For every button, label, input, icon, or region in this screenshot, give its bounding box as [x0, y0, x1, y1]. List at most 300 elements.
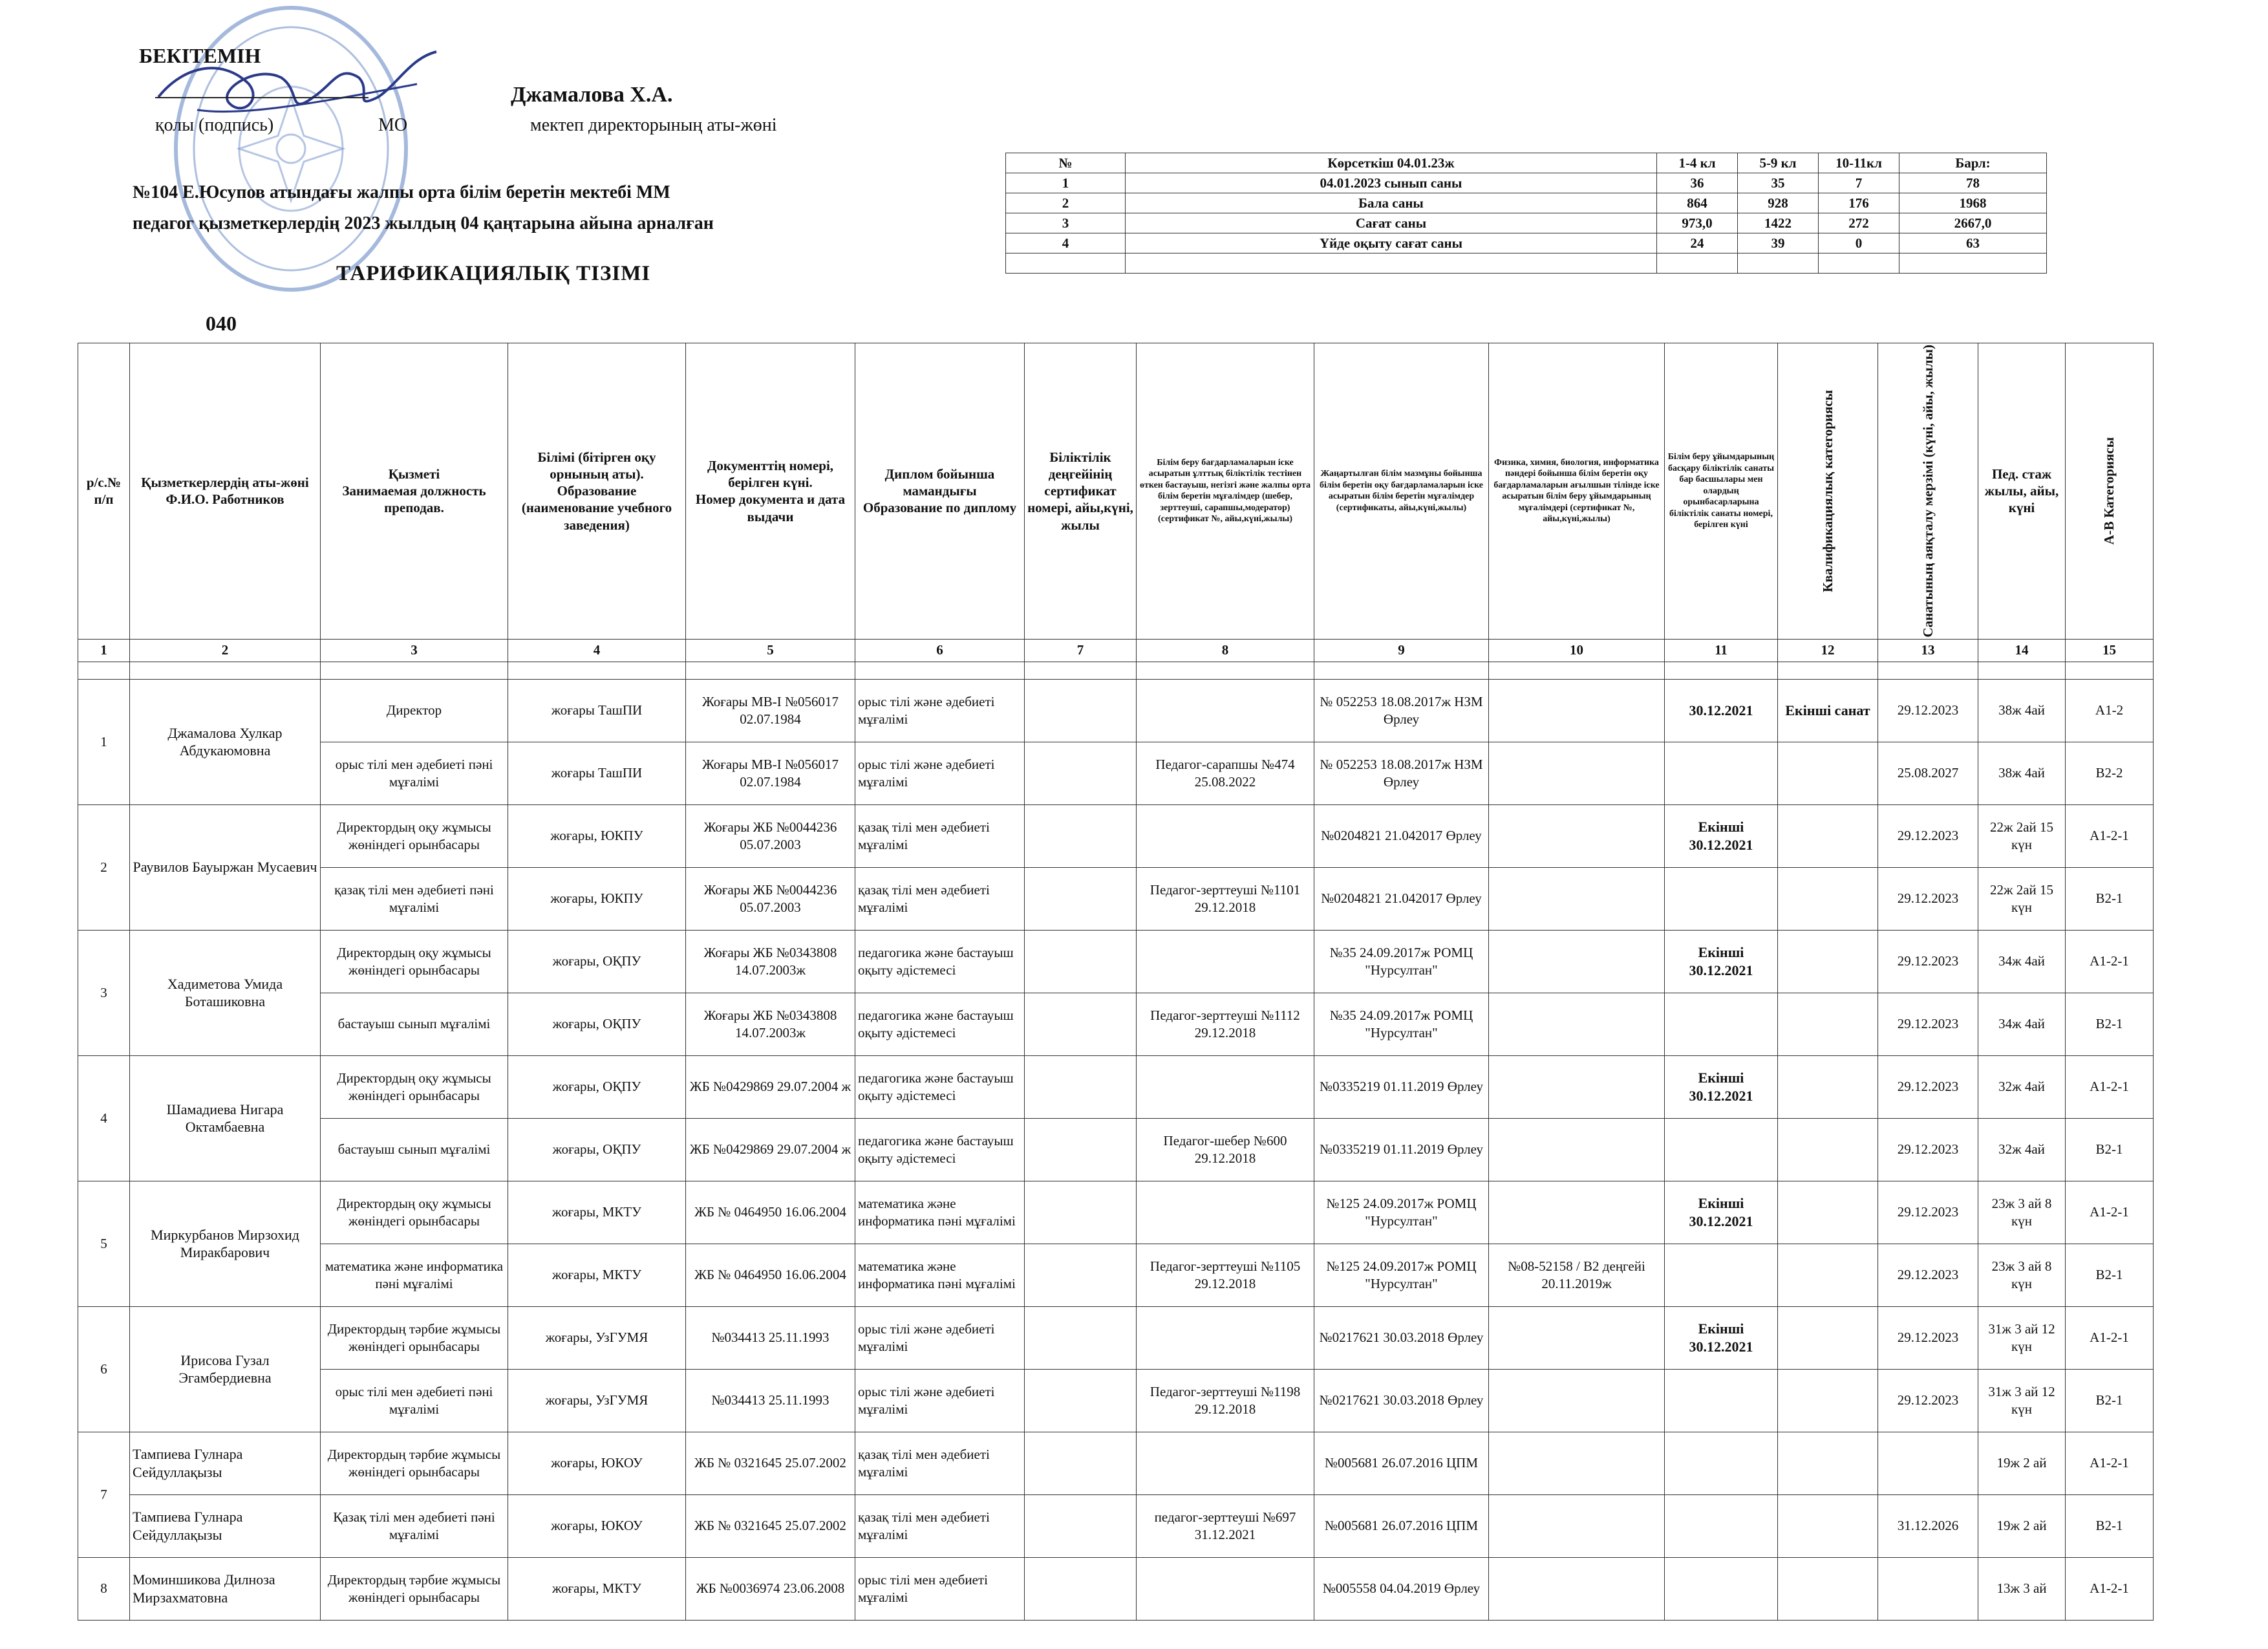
table-cell [1025, 1557, 1137, 1620]
table-cell [1778, 1306, 1878, 1369]
summary-header-cell: 1-4 кл [1657, 153, 1738, 173]
table-cell: педагогика және бастауыш оқыту әдістемесі [855, 930, 1025, 993]
summary-cell: Үйде оқыту сағат саны [1126, 233, 1657, 253]
column-number: 12 [1778, 639, 1878, 662]
summary-table [1005, 153, 2047, 274]
table-cell [1137, 804, 1314, 867]
table-cell [1665, 867, 1778, 930]
column-header: Біліктілік деңгейінің сертификат номері, айы,күні, жылы [1025, 343, 1137, 640]
table-cell: Директордың оқу жұмысы жөніндегі орынбасары [321, 1055, 508, 1118]
table-cell: №0335219 01.11.2019 Өрлеу [1314, 1118, 1489, 1181]
employee-name: Миркурбанов Мирзохид Миракбарович [130, 1181, 321, 1306]
table-cell: 25.08.2027 [1878, 742, 1978, 804]
document-code: 040 [206, 312, 237, 335]
table-cell: орыс тілі және әдебиеті мұғалімі [855, 742, 1025, 804]
table-cell: №125 24.09.2017ж РОМЦ "Нурсултан" [1314, 1181, 1489, 1244]
blank-cell [1025, 662, 1137, 679]
table-cell: Екінші 30.12.2021 [1665, 804, 1778, 867]
table-cell: Директордың оқу жұмысы жөніндегі орынбасары [321, 804, 508, 867]
column-header: Диплом бойынша мамандығы Образование по диплому [855, 343, 1025, 640]
table-cell [1778, 1244, 1878, 1306]
document-title: ТАРИФИКАЦИЯЛЫҚ ТІЗІМІ [336, 262, 651, 285]
summary-cell: 78 [1899, 173, 2047, 193]
column-header: Қызметкерлердің аты-жөні Ф.И.О. Работников [130, 343, 321, 640]
signature-line [155, 97, 369, 98]
table-cell: Жоғары ЖБ №0044236 05.07.2003 [686, 867, 855, 930]
summary-cell: 2 [1006, 193, 1126, 213]
summary-cell: 928 [1738, 193, 1819, 213]
summary-cell: 3 [1006, 213, 1126, 233]
blank-cell [130, 662, 321, 679]
table-cell: №0335219 01.11.2019 Өрлеу [1314, 1055, 1489, 1118]
column-header: Қызметі Занимаемая должность преподав. [321, 343, 508, 640]
table-row [78, 1055, 2154, 1118]
table-row [78, 1557, 2154, 1620]
table-cell [1489, 804, 1665, 867]
table-cell: Қазақ тілі мен әдебиеті пәні мұғалімі [321, 1494, 508, 1557]
column-number: 3 [321, 639, 508, 662]
table-cell: математика және информатика пәні мұғалімі [321, 1244, 508, 1306]
summary-header-cell: 5-9 кл [1738, 153, 1819, 173]
table-row [78, 1118, 2154, 1181]
table-cell: В2-1 [2066, 1118, 2154, 1181]
employee-name: Ирисова Гузал Эгамбердиевна [130, 1306, 321, 1432]
table-cell: А1-2-1 [2066, 1432, 2154, 1494]
table-cell: жоғары, ЮКОУ [508, 1494, 686, 1557]
column-header-text: А-В Категориясы [2101, 437, 2117, 545]
table-cell [1025, 1432, 1137, 1494]
table-cell: Жоғары МВ-I №056017 02.07.1984 [686, 679, 855, 742]
table-cell: Екінші 30.12.2021 [1665, 1181, 1778, 1244]
table-cell: жоғары ТашПИ [508, 742, 686, 804]
summary-cell: Сағат саны [1126, 213, 1657, 233]
summary-row [1006, 233, 2047, 253]
column-header: Жаңартылған білім мазмұны бойынша білім беретін оқу бағдарламаларын іске асыратын білім беретін мұғалімдер (сертификаты, айы,күні,жылы) [1314, 343, 1489, 640]
table-cell: ЖБ №0429869 29.07.2004 ж [686, 1055, 855, 1118]
table-cell: А1-2-1 [2066, 804, 2154, 867]
employee-name: Хадиметова Умида Боташиковна [130, 930, 321, 1055]
table-cell: жоғары, ЮКОУ [508, 1432, 686, 1494]
summary-cell: 1422 [1738, 213, 1819, 233]
table-cell: 34ж 4ай [1978, 993, 2066, 1055]
table-cell [1778, 930, 1878, 993]
table-row [78, 993, 2154, 1055]
summary-header-cell: 10-11кл [1819, 153, 1899, 173]
table-cell: 32ж 4ай [1978, 1055, 2066, 1118]
table-cell: №0217621 30.03.2018 Өрлеу [1314, 1369, 1489, 1432]
table-row [78, 930, 2154, 993]
column-header-text: Квалификациялық категориясы [1819, 389, 1835, 592]
tariff-table [78, 343, 2154, 1621]
table-cell: Директор [321, 679, 508, 742]
blank-cell [855, 662, 1025, 679]
table-cell: жоғары, ЮКПУ [508, 804, 686, 867]
table-cell: 29.12.2023 [1878, 1244, 1978, 1306]
table-cell [1489, 1055, 1665, 1118]
row-number: 3 [78, 930, 130, 1055]
table-cell: 29.12.2023 [1878, 1118, 1978, 1181]
table-cell: 22ж 2ай 15 күн [1978, 804, 2066, 867]
blank-cell [508, 662, 686, 679]
table-cell: математика және информатика пәні мұғалімі [855, 1181, 1025, 1244]
table-cell: В2-1 [2066, 1494, 2154, 1557]
table-cell: 38ж 4ай [1978, 679, 2066, 742]
blank-cell [686, 662, 855, 679]
summary-cell [1126, 253, 1657, 274]
table-cell: 31ж 3 ай 12 күн [1978, 1306, 2066, 1369]
table-cell [1025, 1306, 1137, 1369]
column-number: 10 [1489, 639, 1665, 662]
table-cell: 29.12.2023 [1878, 993, 1978, 1055]
table-cell [1137, 1557, 1314, 1620]
blank-cell [78, 662, 130, 679]
table-cell [1778, 1055, 1878, 1118]
blank-cell [1665, 662, 1778, 679]
table-cell: 29.12.2023 [1878, 1306, 1978, 1369]
table-cell [1778, 867, 1878, 930]
table-cell: Екінші санат [1778, 679, 1878, 742]
table-cell [1025, 679, 1137, 742]
table-cell: ЖБ № 0321645 25.07.2002 [686, 1432, 855, 1494]
table-cell [1025, 1494, 1137, 1557]
table-cell [1665, 1369, 1778, 1432]
column-number: 8 [1137, 639, 1314, 662]
table-cell [1025, 867, 1137, 930]
summary-cell: 973,0 [1657, 213, 1738, 233]
summary-cell: 272 [1819, 213, 1899, 233]
table-cell: В2-1 [2066, 867, 2154, 930]
table-cell: 38ж 4ай [1978, 742, 2066, 804]
table-cell [1025, 804, 1137, 867]
table-cell: А1-2-1 [2066, 930, 2154, 993]
table-cell: педагогика және бастауыш оқыту әдістемесі [855, 1118, 1025, 1181]
summary-cell [1006, 253, 1126, 274]
summary-cell: 35 [1738, 173, 1819, 193]
table-cell [1489, 1369, 1665, 1432]
table-cell: №0204821 21.042017 Өрлеу [1314, 804, 1489, 867]
table-cell: 13ж 3 ай [1978, 1557, 2066, 1620]
table-row [78, 1432, 2154, 1494]
table-cell [1665, 993, 1778, 1055]
table-cell [1778, 742, 1878, 804]
school-name: №104 Е.Юсупов атындағы жалпы орта білім беретін мектебі ММ [133, 182, 670, 202]
column-number: 14 [1978, 639, 2066, 662]
table-cell: В2-1 [2066, 993, 2154, 1055]
mo-caption: МО [378, 115, 408, 135]
signature-captions [155, 115, 777, 136]
table-cell [1489, 1306, 1665, 1369]
table-header-row [78, 343, 2154, 640]
column-header: Документтің номері, берілген күні. Номер документа и дата выдачи [686, 343, 855, 640]
table-cell [1137, 1055, 1314, 1118]
table-cell [1778, 1181, 1878, 1244]
table-cell [1489, 930, 1665, 993]
table-cell: №35 24.09.2017ж РОМЦ "Нурсултан" [1314, 930, 1489, 993]
table-cell: жоғары, ОҚПУ [508, 993, 686, 1055]
table-cell: жоғары, ОҚПУ [508, 1118, 686, 1181]
table-cell: орыс тілі мен әдебиеті пәні мұғалімі [321, 1369, 508, 1432]
table-cell: № 052253 18.08.2017ж НЗМ Өрлеу [1314, 679, 1489, 742]
table-cell: жоғары, МКТУ [508, 1181, 686, 1244]
summary-cell: 24 [1657, 233, 1738, 253]
column-header: Білім беру бағдарламаларын іске асыратын ұлттық біліктілік тестінен өткен бастауыш, негізгі және жалпы орта білім беретін мұғалімдер (шебер, зерттеуші, сарапшы,модератор)(сертификат №, айы,күні,жылы) [1137, 343, 1314, 640]
row-number: 6 [78, 1306, 130, 1432]
table-cell [1137, 1181, 1314, 1244]
row-number: 4 [78, 1055, 130, 1181]
summary-cell: 176 [1819, 193, 1899, 213]
table-cell [1778, 804, 1878, 867]
column-number: 5 [686, 639, 855, 662]
table-cell: №125 24.09.2017ж РОМЦ "Нурсултан" [1314, 1244, 1489, 1306]
summary-cell: 4 [1006, 233, 1126, 253]
table-cell: 29.12.2023 [1878, 1369, 1978, 1432]
table-cell [1489, 742, 1665, 804]
summary-cell: 1968 [1899, 193, 2047, 213]
row-number: 8 [78, 1557, 130, 1620]
column-number: 2 [130, 639, 321, 662]
table-cell: бастауыш сынып мұғалімі [321, 993, 508, 1055]
table-cell: №08-52158 / В2 деңгейі 20.11.2019ж [1489, 1244, 1665, 1306]
table-cell: педагог-зерттеуші №697 31.12.2021 [1137, 1494, 1314, 1557]
summary-empty-row [1006, 253, 2047, 274]
table-cell: № 052253 18.08.2017ж НЗМ Өрлеу [1314, 742, 1489, 804]
table-cell [1665, 1494, 1778, 1557]
table-cell: жоғары ТашПИ [508, 679, 686, 742]
table-cell: ЖБ № 0464950 16.06.2004 [686, 1244, 855, 1306]
column-number: 13 [1878, 639, 1978, 662]
table-row [78, 1244, 2154, 1306]
table-cell: 31.12.2026 [1878, 1494, 1978, 1557]
table-cell: ЖБ №0429869 29.07.2004 ж [686, 1118, 855, 1181]
table-cell [1025, 1244, 1137, 1306]
table-cell: Директордың тәрбие жұмысы жөніндегі орынбасары [321, 1306, 508, 1369]
table-cell: жоғары, МКТУ [508, 1557, 686, 1620]
director-name-caption: мектеп директорының аты-жөні [530, 115, 777, 135]
column-header [1778, 343, 1878, 640]
table-cell [1137, 1432, 1314, 1494]
blank-cell [1314, 662, 1489, 679]
table-cell: қазақ тілі мен әдебиеті мұғалімі [855, 867, 1025, 930]
summary-cell: 864 [1657, 193, 1738, 213]
table-cell [1778, 1557, 1878, 1620]
column-header [1878, 343, 1978, 640]
blank-cell [321, 662, 508, 679]
table-cell: А1-2-1 [2066, 1557, 2154, 1620]
approve-label: БЕКІТЕМІН [139, 44, 261, 67]
table-cell [1489, 867, 1665, 930]
summary-cell: 04.01.2023 сынып саны [1126, 173, 1657, 193]
table-cell: А1-2-1 [2066, 1181, 2154, 1244]
column-number: 11 [1665, 639, 1778, 662]
table-cell [1878, 1432, 1978, 1494]
table-cell: қазақ тілі мен әдебиеті мұғалімі [855, 1432, 1025, 1494]
row-number: 7 [78, 1432, 130, 1557]
table-cell: №034413 25.11.1993 [686, 1369, 855, 1432]
column-number: 6 [855, 639, 1025, 662]
table-cell: 29.12.2023 [1878, 867, 1978, 930]
blank-cell [1878, 662, 1978, 679]
table-cell: орыс тілі және әдебиеті мұғалімі [855, 679, 1025, 742]
table-cell: орыс тілі мен әдебиеті мұғалімі [855, 1557, 1025, 1620]
table-cell [1778, 1369, 1878, 1432]
table-cell [1489, 1181, 1665, 1244]
table-cell [1025, 1181, 1137, 1244]
signature-caption: қолы (подпись) [155, 115, 274, 135]
table-cell: ЖБ № 0321645 25.07.2002 [686, 1494, 855, 1557]
table-cell: №0217621 30.03.2018 Өрлеу [1314, 1306, 1489, 1369]
column-number: 7 [1025, 639, 1137, 662]
table-cell [1489, 1494, 1665, 1557]
table-cell: Жоғары ЖБ №0343808 14.07.2003ж [686, 930, 855, 993]
table-cell: №0204821 21.042017 Өрлеу [1314, 867, 1489, 930]
table-cell: 29.12.2023 [1878, 1181, 1978, 1244]
column-number: 4 [508, 639, 686, 662]
table-cell: жоғары, ОҚПУ [508, 1055, 686, 1118]
table-cell [1665, 1432, 1778, 1494]
table-cell: орыс тілі және әдебиеті мұғалімі [855, 1306, 1025, 1369]
table-row [78, 679, 2154, 742]
table-cell [1489, 679, 1665, 742]
table-cell: №005681 26.07.2016 ЦПМ [1314, 1494, 1489, 1557]
table-cell [1025, 993, 1137, 1055]
table-cell [1489, 1557, 1665, 1620]
table-cell: Педагог-зерттеуші №1198 29.12.2018 [1137, 1369, 1314, 1432]
table-cell: Жоғары МВ-I №056017 02.07.1984 [686, 742, 855, 804]
table-cell: бастауыш сынып мұғалімі [321, 1118, 508, 1181]
director-name: Джамалова Х.А. [511, 83, 673, 107]
summary-header-row [1006, 153, 2047, 173]
summary-header-cell: Көрсеткіш 04.01.23ж [1126, 153, 1657, 173]
table-cell: №005558 04.04.2019 Өрлеу [1314, 1557, 1489, 1620]
table-cell [1665, 1244, 1778, 1306]
employee-name: Шамадиева Нигара Октамбаевна [130, 1055, 321, 1181]
column-header-text: Санатының аяқталу мерзімі (күні, айы, жылы) [1920, 345, 1936, 638]
row-number: 5 [78, 1181, 130, 1306]
summary-row [1006, 173, 2047, 193]
table-row [78, 1369, 2154, 1432]
table-cell: Директордың оқу жұмысы жөніндегі орынбасары [321, 1181, 508, 1244]
summary-cell [1738, 253, 1819, 274]
table-cell: №35 24.09.2017ж РОМЦ "Нурсултан" [1314, 993, 1489, 1055]
table-cell: ЖБ №0036974 23.06.2008 [686, 1557, 855, 1620]
blank-cell [1137, 662, 1314, 679]
table-cell: №034413 25.11.1993 [686, 1306, 855, 1369]
table-cell: 29.12.2023 [1878, 930, 1978, 993]
column-number: 15 [2066, 639, 2154, 662]
table-cell: Екінші 30.12.2021 [1665, 930, 1778, 993]
table-cell: жоғары, МКТУ [508, 1244, 686, 1306]
blank-cell [1978, 662, 2066, 679]
column-header: Білімі (бітірген оқу орнының аты). Образование (наименование учебного заведения) [508, 343, 686, 640]
table-cell: ЖБ № 0464950 16.06.2004 [686, 1181, 855, 1244]
summary-cell: Бала саны [1126, 193, 1657, 213]
table-cell: 22ж 2ай 15 күн [1978, 867, 2066, 930]
table-cell: Екінші 30.12.2021 [1665, 1055, 1778, 1118]
summary-header-cell: Барл: [1899, 153, 2047, 173]
table-cell [1489, 993, 1665, 1055]
summary-row [1006, 193, 2047, 213]
table-cell: В2-2 [2066, 742, 2154, 804]
table-cell [1137, 1306, 1314, 1369]
table-cell [1025, 742, 1137, 804]
table-cell: 23ж 3 ай 8 күн [1978, 1181, 2066, 1244]
table-row [78, 867, 2154, 930]
summary-cell: 63 [1899, 233, 2047, 253]
table-row [78, 742, 2154, 804]
summary-cell: 39 [1738, 233, 1819, 253]
table-cell [1025, 1055, 1137, 1118]
summary-row [1006, 213, 2047, 233]
table-cell: Педагог-зерттеуші №1112 29.12.2018 [1137, 993, 1314, 1055]
table-cell: 19ж 2 ай [1978, 1494, 2066, 1557]
employee-name: Моминшикова Дилноза Мирзахматовна [130, 1557, 321, 1620]
table-cell [1489, 1432, 1665, 1494]
table-cell: жоғары, ЮКПУ [508, 867, 686, 930]
table-row [78, 1494, 2154, 1557]
table-cell: Екінші 30.12.2021 [1665, 1306, 1778, 1369]
table-cell: 30.12.2021 [1665, 679, 1778, 742]
table-cell: математика және информатика пәні мұғалімі [855, 1244, 1025, 1306]
table-cell: 31ж 3 ай 12 күн [1978, 1369, 2066, 1432]
table-cell [1025, 1369, 1137, 1432]
table-cell: В2-1 [2066, 1369, 2154, 1432]
summary-cell [1899, 253, 2047, 274]
table-cell: қазақ тілі мен әдебиеті мұғалімі [855, 1494, 1025, 1557]
table-cell [1025, 930, 1137, 993]
row-number: 1 [78, 679, 130, 804]
table-cell: №005681 26.07.2016 ЦПМ [1314, 1432, 1489, 1494]
summary-cell: 2667,0 [1899, 213, 2047, 233]
table-cell [1137, 679, 1314, 742]
table-cell: А1-2-1 [2066, 1306, 2154, 1369]
column-number-row [78, 639, 2154, 662]
table-cell [1778, 993, 1878, 1055]
table-cell: жоғары, УзГУМЯ [508, 1306, 686, 1369]
table-cell: Педагог-сарапшы №474 25.08.2022 [1137, 742, 1314, 804]
table-cell: Педагог-зерттеуші №1105 29.12.2018 [1137, 1244, 1314, 1306]
table-cell: Педагог-зерттеуші №1101 29.12.2018 [1137, 867, 1314, 930]
table-cell [1878, 1557, 1978, 1620]
summary-header-cell: № [1006, 153, 1126, 173]
column-header: Білім беру ұйымдарының басқару біліктілік санаты бар басшылары мен олардың орынбасарларына біліктілік санаты номері, берілген күні [1665, 343, 1778, 640]
table-cell: 19ж 2 ай [1978, 1432, 2066, 1494]
table-cell [1778, 1494, 1878, 1557]
table-cell: В2-1 [2066, 1244, 2154, 1306]
table-cell: Директордың оқу жұмысы жөніндегі орынбасары [321, 930, 508, 993]
employee-name: Тампиева Гулнара Сейдуллақызы [130, 1432, 321, 1494]
column-number: 9 [1314, 639, 1489, 662]
table-cell [1665, 1557, 1778, 1620]
period-text: педагог қызметкерлердің 2023 жылдың 04 қаңтарына айына арналған [133, 213, 714, 233]
table-cell: Директордың тәрбие жұмысы жөніндегі орынбасары [321, 1557, 508, 1620]
summary-cell [1819, 253, 1899, 274]
table-cell [1665, 1118, 1778, 1181]
table-cell: А1-2-1 [2066, 1055, 2154, 1118]
table-cell [1489, 1118, 1665, 1181]
table-cell [1778, 1118, 1878, 1181]
table-cell: 32ж 4ай [1978, 1118, 2066, 1181]
table-cell: Педагог-шебер №600 29.12.2018 [1137, 1118, 1314, 1181]
summary-cell: 36 [1657, 173, 1738, 193]
table-cell: орыс тілі және әдебиеті мұғалімі [855, 1369, 1025, 1432]
employee-name: Джамалова Хулкар Абдукаюмовна [130, 679, 321, 804]
table-cell: 29.12.2023 [1878, 804, 1978, 867]
table-cell: қазақ тілі мен әдебиеті пәні мұғалімі [321, 867, 508, 930]
table-cell [1137, 930, 1314, 993]
blank-cell [2066, 662, 2154, 679]
summary-cell: 1 [1006, 173, 1126, 193]
table-cell [1665, 742, 1778, 804]
